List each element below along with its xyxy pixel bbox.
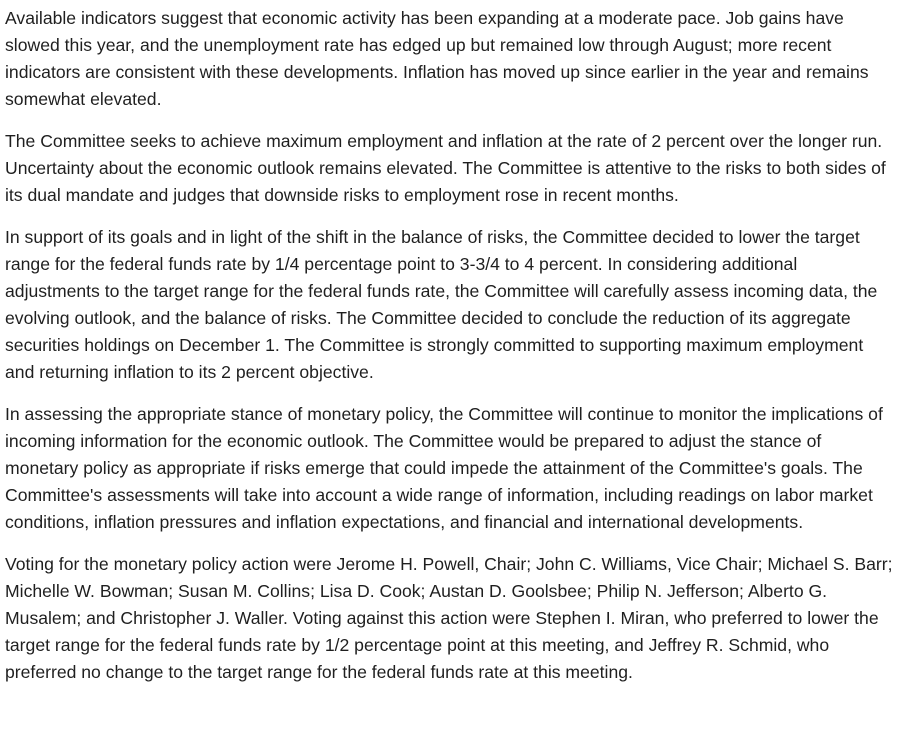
paragraph-policy-stance: In assessing the appropriate stance of monetary policy, the Committee will continue to monitor the implications of incoming information for the economic outlook. The Committee would be prepared to adjust the stance of monetary policy as appropriate if risks emerge that could impede the attainment of the Committee's goals. The Committee's assessments will take into account a wide range of information, including readings on labor market conditions, inflation pressures and inflation expectations, and financial and international developments. [5, 404, 883, 532]
paragraph-voting: Voting for the monetary policy action were Jerome H. Powell, Chair; John C. Williams, Vice Chair; Michael S. Barr; Michelle W. Bowman; Susan M. Collins; Lisa D. Cook; Austan D. Goolsbee; Philip N. Jefferson; Alberto G. Musalem; and Christopher J. Waller. Voting against this action were Stephen I. Miran, who preferred to lower the target range for the federal funds rate by 1/2 percentage point at this meeting, and Jeffrey R. Schmid, who preferred no change to the target range for the federal funds rate at this meeting. [5, 554, 893, 682]
paragraph-policy-decision: In support of its goals and in light of the shift in the balance of risks, the Committee decided to lower the target range for the federal funds rate by 1/4 percentage point to 3-3/4 to 4 percent. In considering additional adjustments to the target range for the federal funds rate, the Committee will carefully assess incoming data, the evolving outlook, and the balance of risks. The Committee decided to conclude the reduction of its aggregate securities holdings on December 1. The Committee is strongly committed to supporting maximum employment and returning inflation to its 2 percent objective. [5, 227, 878, 382]
paragraph-committee-goals: The Committee seeks to achieve maximum employment and inflation at the rate of 2 percent over the longer run. Uncertainty about the economic outlook remains elevated. The Committee is attentive to the risks to both sides of its dual mandate and judges that downside risks to employment rose in recent months. [5, 131, 886, 205]
paragraph-economic-activity: Available indicators suggest that economic activity has been expanding at a moderate pace. Job gains have slowed this year, and the unemployment rate has edged up but remained low through August; more recent indicators are consistent with these developments. Inflation has moved up since earlier in the year and remains somewhat elevated. [5, 8, 869, 109]
